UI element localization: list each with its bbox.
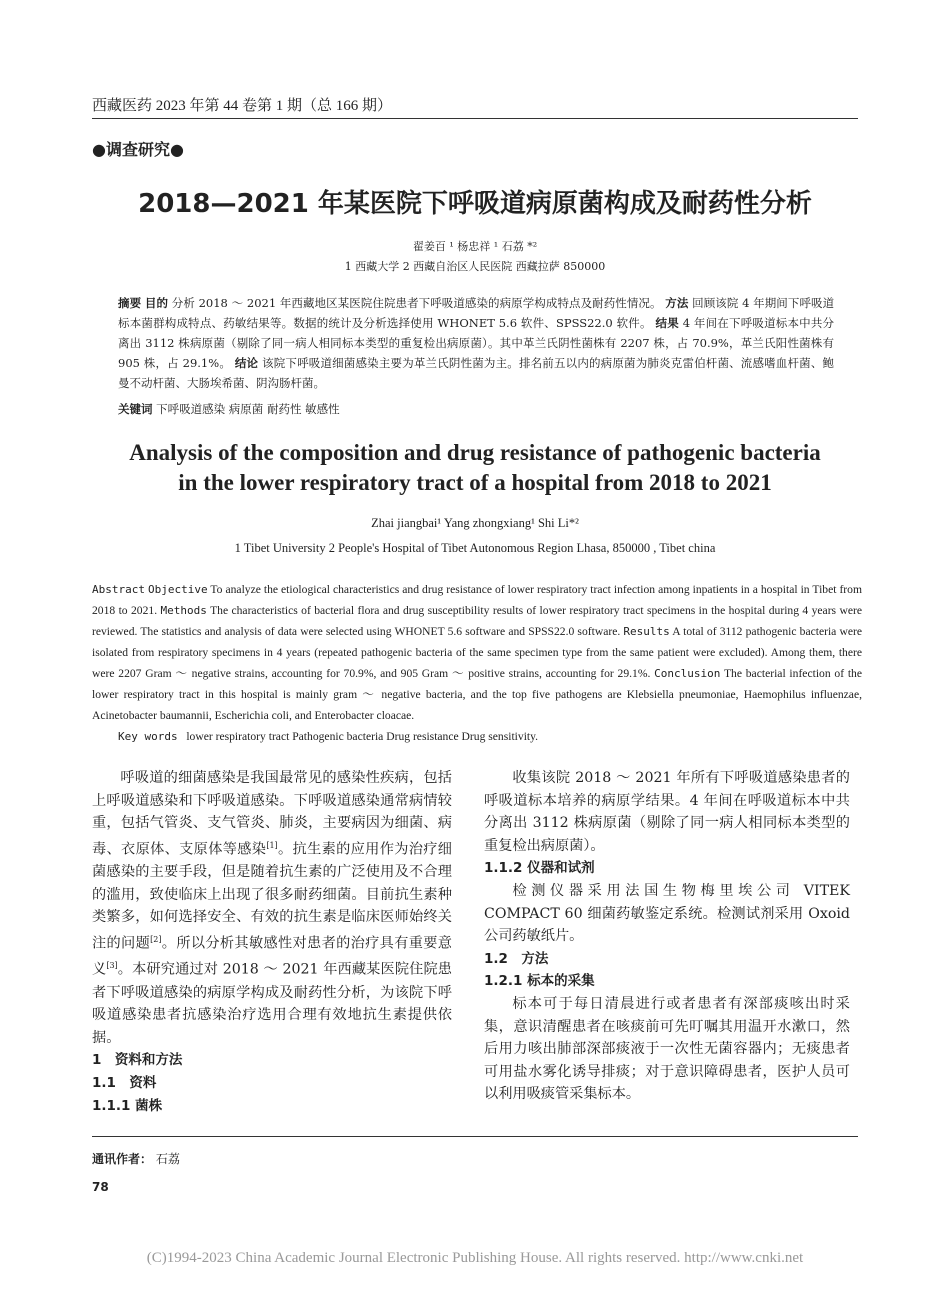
method-cn: 回顾该院 4 年期间下呼吸道标本菌群构成特点、药敏结果等。数据的统计及分析选择使用 WHONET 5.6 软件、SPSS22.0 软件。 (118, 296, 835, 330)
keywords-chinese (118, 401, 340, 417)
intro-text-2: 。抗生素的应用作为治疗细菌感染的主要手段，但是随着抗生素的广泛使用及不合理的滥用，致使临床上出现了很多耐药细菌。目前抗生素种类繁多，如何选择安全、有效的抗生素是临床医师始终关注的问题 (92, 841, 452, 952)
keywords-label-cn: 关键词 (118, 402, 153, 416)
authors-chinese: 翟姜百 ¹ 杨忠祥 ¹ 石荔 *² (412, 240, 538, 253)
conclusion-label-cn: 结论 (234, 356, 259, 370)
corresponding-author (92, 1150, 180, 1167)
heading-1-1: 1.1 资料 (92, 1074, 157, 1091)
method-en: The characteristics of bacterial flora and drug susceptibility results of lower respiratory tract specimens in the hospital during 4 years were reviewed. The statistics and analysis of data were selected using WHONET 5.6 software and SPSS22.0 software. (92, 604, 862, 638)
method-label-cn: 方法 (665, 296, 689, 310)
abstract-label-en: Abstract (92, 583, 145, 596)
heading-1-2-1: 1.2.1 标本的采集 (484, 973, 595, 990)
collection-paragraph: 标本可于每日清晨进行或者患者有深部痰咳出时采集，意识清醒患者在咳痰前可先叮嘱其用温开水漱口，然后用力咳出肺部深部痰液于一次性无菌容器内；无痰患者可用盐水雾化诱导排痰；对于意识障碍患者，医护人员可以利用吸痰管采集标本。 (484, 995, 850, 1103)
body-left-column (92, 767, 452, 1117)
body-right-column (484, 767, 850, 1106)
copyright-notice: (C)1994-2023 China Academic Journal Electronic Publishing House. All rights reserved. http://www.cnki.net (146, 1250, 804, 1266)
result-label-en: Results (623, 625, 670, 638)
heading-1: 1 资料和方法 (92, 1052, 183, 1069)
journal-header: 西藏医药 2023 年第 44 卷第 1 期（总 166 期） (92, 98, 393, 114)
heading-1-1-1: 1.1.1 菌株 (92, 1097, 163, 1114)
footnote-label: 通讯作者： (92, 1152, 153, 1166)
objective-en: To analyze the etiological characteristics and drug resistance of lower respiratory tract infection among inpatients in a hospital in Tibet from 2018 to 2021. (92, 583, 862, 617)
header-divider (92, 118, 858, 119)
authors-english: Zhai jiangbai¹ Yang zhongxiang¹ Shi Li*² (371, 516, 579, 530)
affiliation-english: 1 Tibet University 2 People's Hospital of Tibet Autonomous Region Lhasa, 850000 , Tibet china (234, 541, 716, 555)
intro-text-4: 。本研究通过对 2018 ～ 2021 年西藏某医院住院患者下呼吸道感染的病原学构成及耐药性分析，为该院下呼吸道感染患者抗感染治疗选用合理有效地抗生素提供依据。 (92, 961, 452, 1046)
keywords-text-cn: 下呼吸道感染 病原菌 耐药性 敏感性 (156, 402, 340, 416)
method-label-en: Methods (160, 604, 207, 617)
page-number: 78 (92, 1180, 109, 1194)
result-cn: 4 年间在下呼吸道标本中共分离出 3112 株病原菌（剔除了同一病人相同标本类型的重复检出病原菌）。其中革兰氏阴性菌株有 2207 株，占 70.9%，革兰氏阳性菌株有 905 株，占 29.1%。 (118, 316, 835, 370)
citation-2: [2] (150, 934, 162, 944)
objective-label-cn: 目的 (144, 296, 169, 310)
title-english-line1: Analysis of the composition and drug resistance of pathogenic bacteria (129, 440, 821, 465)
title-english-line2: in the lower respiratory tract of a hospital from 2018 to 2021 (178, 470, 772, 495)
strains-paragraph: 收集该院 2018 ～ 2021 年所有下呼吸道感染患者的呼吸道标本培养的病原学结果。4 年间在呼吸道标本中共分离出 3112 株病原菌（剔除了同一病人相同标本类型的重复检出病原菌）。 (484, 770, 850, 854)
keywords-text-en: lower respiratory tract Pathogenic bacteria Drug resistance Drug sensitivity. (186, 730, 539, 743)
footnote-divider (92, 1136, 858, 1137)
citation-1: [1] (266, 840, 278, 850)
result-en: A total of 3112 pathogenic bacteria were isolated from respiratory specimens in 4 years (repeated pathogenic bacteria of the same specimen type from the same patient were excluded). Among them, there were 2207 Gram ～ negative strains, accounting for 70.9%, and 905 Gram ～ positive strains, accounting for 29.1%. (92, 625, 862, 680)
intro-text-3: 。所以分析其敏感性对患者的治疗具有重要意义 (92, 935, 452, 978)
instruments-paragraph: 检测仪器采用法国生物梅里埃公司 VITEK COMPACT 60 细菌药敏鉴定系统。检测试剂采用 Oxoid 公司药敏纸片。 (484, 882, 850, 945)
title-chinese: 2018—2021 年某医院下呼吸道病原菌构成及耐药性分析 (138, 189, 812, 219)
intro-paragraph (92, 767, 452, 1049)
conclusion-cn: 该院下呼吸道细菌感染主要为革兰氏阴性菌为主。排名前五以内的病原菌为肺炎克雷伯杆菌、流感嗜血杆菌、鲍曼不动杆菌、大肠埃希菌、阴沟肠杆菌。 (118, 356, 835, 390)
keywords-label-en: Key words (118, 730, 178, 743)
abstract-label-cn: 摘要 (118, 296, 142, 310)
title-english (60, 438, 890, 498)
objective-label-en: Objective (148, 583, 208, 596)
abstract-chinese (118, 293, 834, 393)
conclusion-label-en: Conclusion (654, 667, 721, 680)
result-label-cn: 结果 (655, 316, 679, 330)
section-tag: ●调查研究● (92, 140, 184, 159)
keywords-english (118, 730, 538, 743)
intro-text-1: 呼吸道的细菌感染是我国最常见的感染性疾病，包括上呼吸道感染和下呼吸道感染。下呼吸道感染通常病情较重，包括气管炎、支气管炎、肺炎，主要病因为细菌、病毒、衣原体、支原体等感染 (92, 770, 452, 858)
objective-cn: 分析 2018 ～ 2021 年西藏地区某医院住院患者下呼吸道感染的病原学构成特点及耐药性情况。 (171, 296, 662, 310)
heading-1-2: 1.2 方法 (484, 950, 549, 967)
footnote-name: 石荔 (155, 1152, 180, 1166)
heading-1-1-2: 1.1.2 仪器和试剂 (484, 860, 595, 877)
affiliation-chinese: 1 西藏大学 2 西藏自治区人民医院 西藏拉萨 850000 (344, 260, 606, 273)
conclusion-en: The bacterial infection of the lower respiratory tract in this hospital is mainly gram ～ negative bacteria, and the top five pathogens are Klebsiella pneumoniae, Haemophilus influenzae, Acinetobacter baumannii, Escherichia coli, and Enterobacter cloacae. (92, 667, 862, 722)
citation-3: [3] (106, 961, 118, 971)
abstract-english (92, 579, 862, 726)
